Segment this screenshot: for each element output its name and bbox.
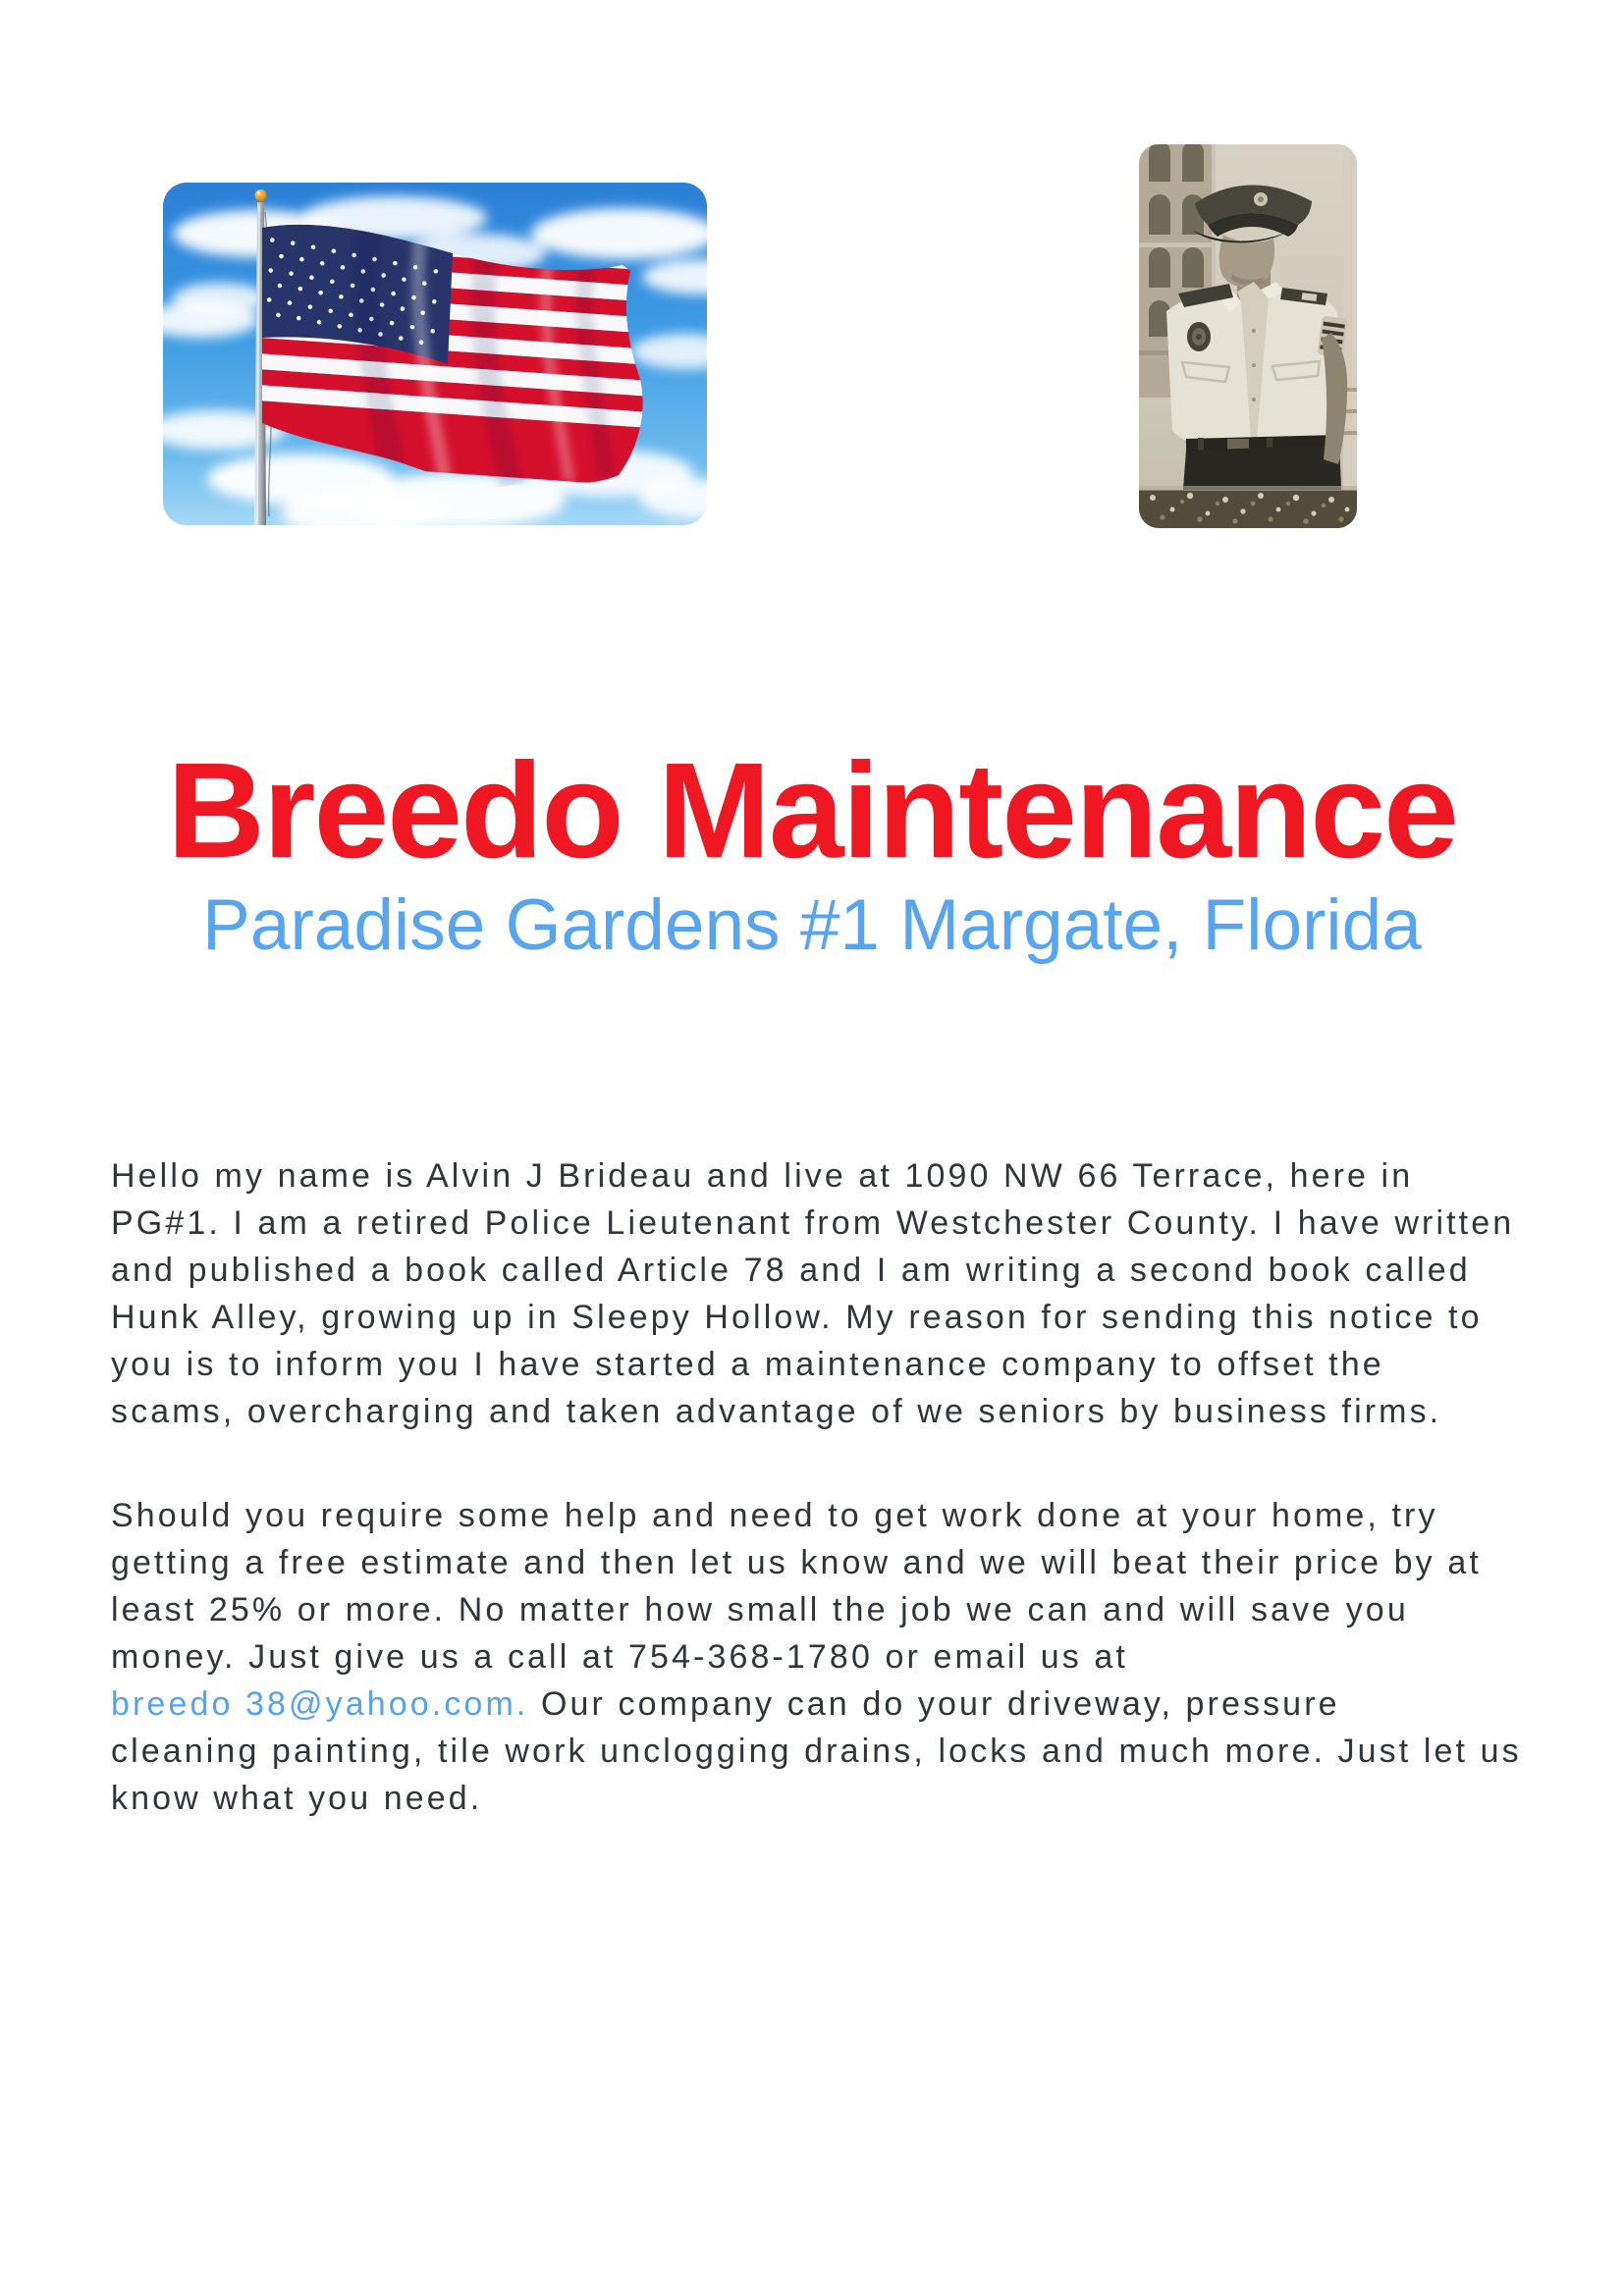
body-line [111, 1388, 1554, 1435]
paragraph [111, 1152, 1554, 1435]
body-line [111, 1633, 1554, 1681]
officer-photo [1139, 144, 1357, 528]
body-line [111, 1341, 1554, 1388]
body-line [111, 1200, 1554, 1247]
body-text-segment: know what you need. [111, 1780, 483, 1817]
body-text [111, 1152, 1554, 1822]
flag-photo-graphic [163, 183, 707, 525]
body-text-segment: and published a book called Article 78 and I am writing a second book called [111, 1252, 1471, 1289]
email-link[interactable]: breedo 38@yahoo.com. [111, 1685, 529, 1723]
body-line [111, 1728, 1554, 1775]
body-line [111, 1492, 1554, 1539]
body-text-segment: least 25% or more. No matter how small the job we can and will save you [111, 1591, 1409, 1629]
body-line [111, 1586, 1554, 1633]
body-text-segment: Should you require some help and need to get work done at your home, try [111, 1497, 1438, 1534]
page-subtitle: Paradise Gardens #1 Margate, Florida [202, 885, 1422, 965]
body-text-segment: PG#1. I am a retired Police Lieutenant from Westchester County. I have written [111, 1204, 1515, 1242]
body-line [111, 1152, 1554, 1200]
body-line [111, 1294, 1554, 1341]
body-line [111, 1539, 1554, 1586]
body-text-segment: cleaning painting, tile work unclogging drains, locks and much more. Just let us [111, 1733, 1522, 1770]
finial-ball [255, 189, 267, 201]
body-text-segment: Hunk Alley, growing up in Sleepy Hollow. My reason for sending this notice to [111, 1299, 1483, 1336]
body-line [111, 1247, 1554, 1294]
body-text-segment: you is to inform you I have started a maintenance company to offset the [111, 1346, 1384, 1383]
body-line [111, 1775, 1554, 1822]
body-text-segment: getting a free estimate and then let us know and we will beat their price by at [111, 1544, 1482, 1581]
body-text-segment: Hello my name is Alvin J Brideau and live at 1090 NW 66 Terrace, here in [111, 1157, 1414, 1195]
officer-photo-graphic [1139, 144, 1357, 528]
page-title: Breedo Maintenance [167, 735, 1457, 886]
body-text-segment: scams, overcharging and taken advantage of we seniors by business firms. [111, 1393, 1442, 1430]
body-line [111, 1681, 1554, 1728]
paragraph [111, 1492, 1554, 1822]
body-text-segment: money. Just give us a call at 754-368-1780 or email us at [111, 1638, 1128, 1676]
body-text-segment: Our company can do your driveway, pressure [528, 1685, 1340, 1723]
flag-photo [163, 183, 707, 525]
